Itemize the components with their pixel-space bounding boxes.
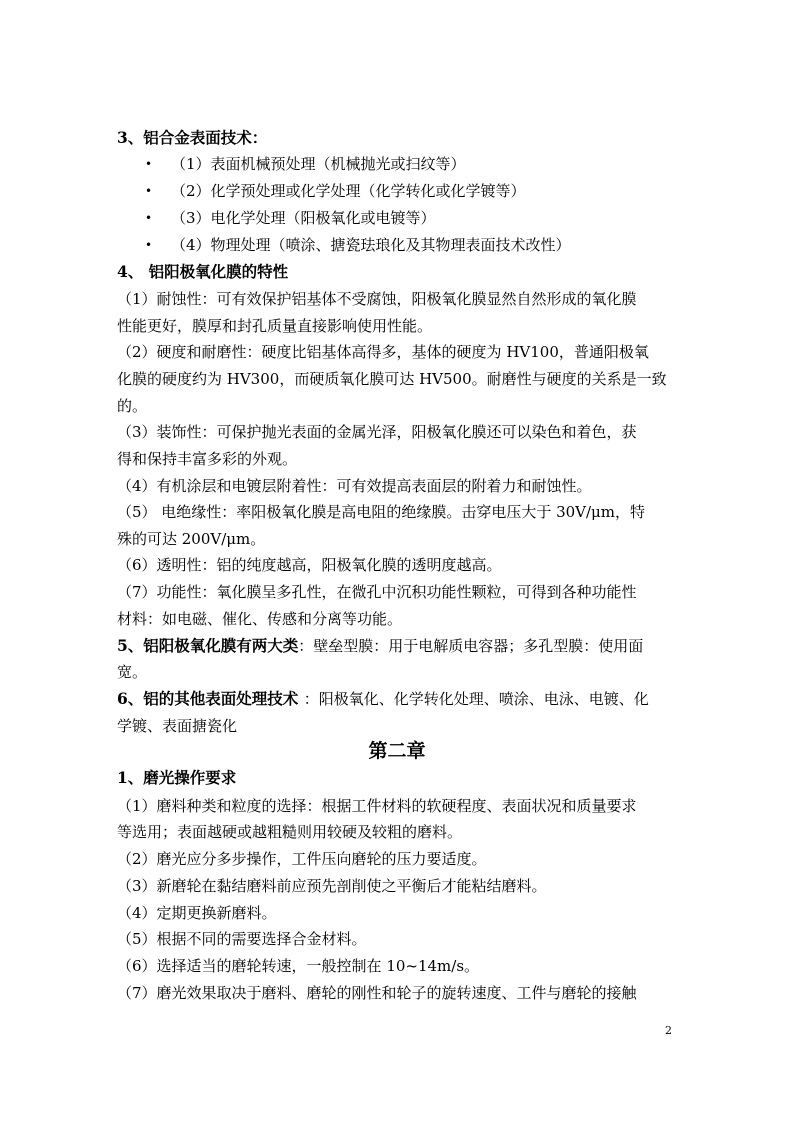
paragraph-line: （6）透明性：铝的纯度越高，阳极氧化膜的透明度越高。 <box>117 556 502 574</box>
chapter2-section-1-title: 1、磨光操作要求 <box>117 768 237 787</box>
paragraph-line: （4）有机涂层和电镀层附着性：可有效提高表面层的附着力和耐蚀性。 <box>117 477 592 495</box>
section-6-line <box>117 689 649 709</box>
section-4-title: 4、 铝阳极氧化膜的特性 <box>117 262 289 281</box>
paragraph-line: 性能更好，膜厚和封孔质量直接影响使用性能。 <box>117 317 433 335</box>
paragraph-line: （5） 电绝缘性：率阳极氧化膜是高电阻的绝缘膜。击穿电压大于 30V/μm，特 <box>117 503 646 521</box>
bullet-icon: • <box>145 184 153 198</box>
paragraph-line: （7）磨光效果取决于磨料、磨轮的刚性和轮子的旋转速度、工件与磨轮的接触 <box>117 984 637 1002</box>
paragraph-line: （7）功能性：氧化膜呈多孔性，在微孔中沉积功能性颗粒，可得到各种功能性 <box>117 583 637 601</box>
paragraph-line: 学镀、表面搪瓷化 <box>117 717 238 735</box>
page-number: 2 <box>665 1024 672 1037</box>
paragraph-line: 的。 <box>117 397 148 415</box>
list-item: （2）化学预处理或化学处理（化学转化或化学镀等） <box>171 182 526 200</box>
paragraph-line: 化膜的硬度约为 HV300，而硬质氧化膜可达 HV500。耐磨性与硬度的关系是一致 <box>117 370 667 388</box>
bullet-icon: • <box>145 238 153 252</box>
list-item: （4）物理处理（喷涂、搪瓷珐琅化及其物理表面技术改性） <box>171 236 571 254</box>
paragraph-line: 得和保持丰富多彩的外观。 <box>117 450 298 468</box>
paragraph-line: （1）耐蚀性：可有效保护铝基体不受腐蚀，阳极氧化膜显然自然形成的氧化膜 <box>117 290 637 308</box>
paragraph-line: （3）装饰性：可保护抛光表面的金属光泽，阳极氧化膜还可以染色和着色，获 <box>117 423 637 441</box>
bullet-icon: • <box>145 211 153 225</box>
paragraph-line: （3）新磨轮在黏结磨料前应预先剖削使之平衡后才能粘结磨料。 <box>117 877 547 895</box>
section-5-text: ：壁垒型膜：用于电解质电容器；多孔型膜：使用面 <box>298 637 644 655</box>
section-5-title: 5、铝阳极氧化膜有两大类 <box>117 636 299 655</box>
paragraph-line: 等选用；表面越硬或越粗糙则用较硬及较粗的磨料。 <box>117 823 463 841</box>
paragraph-line: 宽。 <box>117 663 148 681</box>
section-6-title: 6、铝的其他表面处理技术 <box>117 689 304 708</box>
paragraph-line: （6）选择适当的磨轮转速，一般控制在 10~14m/s。 <box>117 957 480 975</box>
chapter-title: 第二章 <box>368 740 426 762</box>
section-3-title: 3、铝合金表面技术： <box>117 128 268 147</box>
paragraph-line: 材料：如电磁、催化、传感和分离等功能。 <box>117 610 403 628</box>
list-item: （1）表面机械预处理（机械抛光或扫纹等） <box>171 155 466 173</box>
paragraph-line: （4）定期更换新磨料。 <box>117 904 277 922</box>
paragraph-line: （5）根据不同的需要选择合金材料。 <box>117 930 367 948</box>
bullet-icon: • <box>145 157 153 171</box>
paragraph-line: （2）硬度和耐磨性：硬度比铝基体高得多，基体的硬度为 HV100，普通阳极氧 <box>117 343 649 361</box>
section-5-line <box>117 636 643 656</box>
paragraph-line: （2）磨光应分多步操作，工件压向磨轮的压力要适度。 <box>117 850 487 868</box>
paragraph-line: 殊的可达 200V/μm。 <box>117 530 266 548</box>
section-6-text: ：阳极氧化、化学转化处理、喷涂、电泳、电镀、化 <box>303 690 649 708</box>
list-item: （3）电化学处理（阳极氧化或电镀等） <box>171 209 436 227</box>
paragraph-line: （1）磨料种类和粒度的选择：根据工件材料的软硬程度、表面状况和质量要求 <box>117 797 637 815</box>
